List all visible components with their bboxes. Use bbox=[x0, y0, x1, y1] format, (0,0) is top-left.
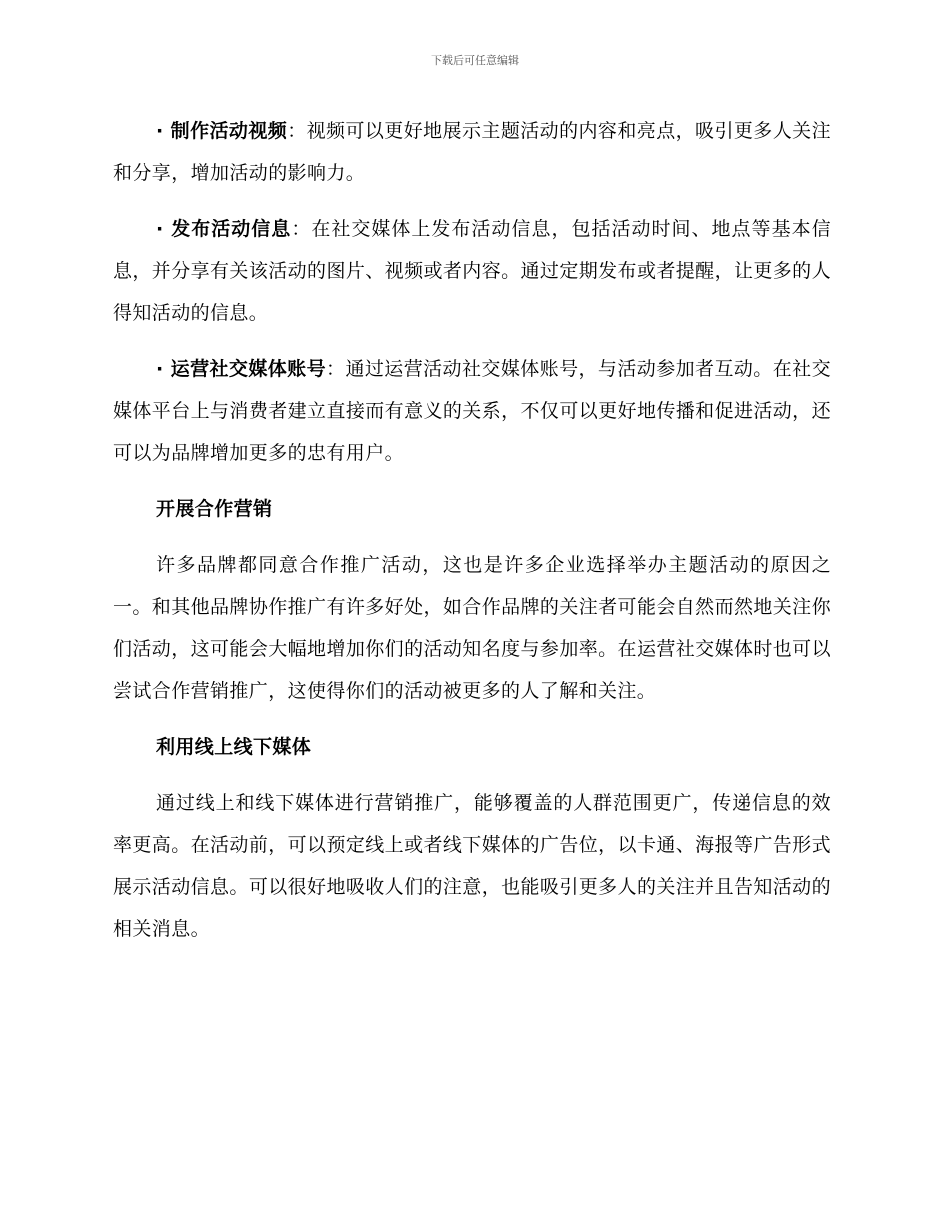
section-heading: 开展合作营销 bbox=[156, 498, 273, 520]
section-body: 许多品牌都同意合作推广活动，这也是许多企业选择举办主题活动的原因之一。和其他品牌协作推广有许多好处，如合作品牌的关注者可能会自然而然地关注你们活动，这可能会大幅地增加你们的活动知名度与参加率。在运营社交媒体时也可以尝试合作营销推广，这使得你们的活动被更多的人了解和关注。 bbox=[113, 554, 831, 702]
bullet-label: · 制作活动视频 bbox=[156, 120, 288, 142]
section-heading: 利用线上线下媒体 bbox=[156, 736, 312, 758]
bullet-label: · 发布活动信息 bbox=[156, 218, 292, 240]
bullet-label: · 运营社交媒体账号 bbox=[156, 358, 327, 380]
bullet-paragraph bbox=[113, 110, 831, 194]
bullet-colon: ： bbox=[326, 358, 346, 380]
document-body bbox=[113, 110, 831, 964]
bullet-text: 视频可以更好地展示主题活动的内容和亮点，吸引更多人关注和分享，增加活动的影响力。 bbox=[113, 120, 831, 184]
bullet-text: 在社交媒体上发布活动信息，包括活动时间、地点等基本信息，并分享有关该活动的图片、视频或者内容。通过定期发布或者提醒，让更多的人得知活动的信息。 bbox=[113, 218, 831, 324]
bullet-colon: ： bbox=[287, 120, 307, 142]
bullet-paragraph bbox=[113, 208, 831, 334]
bullet-text: 通过运营活动社交媒体账号，与活动参加者互动。在社交媒体平台上与消费者建立直接而有意义的关系，不仅可以更好地传播和促进活动，还可以为品牌增加更多的忠有用户。 bbox=[113, 358, 831, 464]
section-body: 通过线上和线下媒体进行营销推广，能够覆盖的人群范围更广，传递信息的效率更高。在活动前，可以预定线上或者线下媒体的广告位，以卡通、海报等广告形式展示活动信息。可以很好地吸收人们的注意，也能吸引更多人的关注并且告知活动的相关消息。 bbox=[113, 792, 831, 940]
bullet-colon: ： bbox=[291, 218, 312, 240]
page-header: 下载后可任意编辑 bbox=[431, 54, 519, 67]
bullet-paragraph bbox=[113, 348, 831, 474]
